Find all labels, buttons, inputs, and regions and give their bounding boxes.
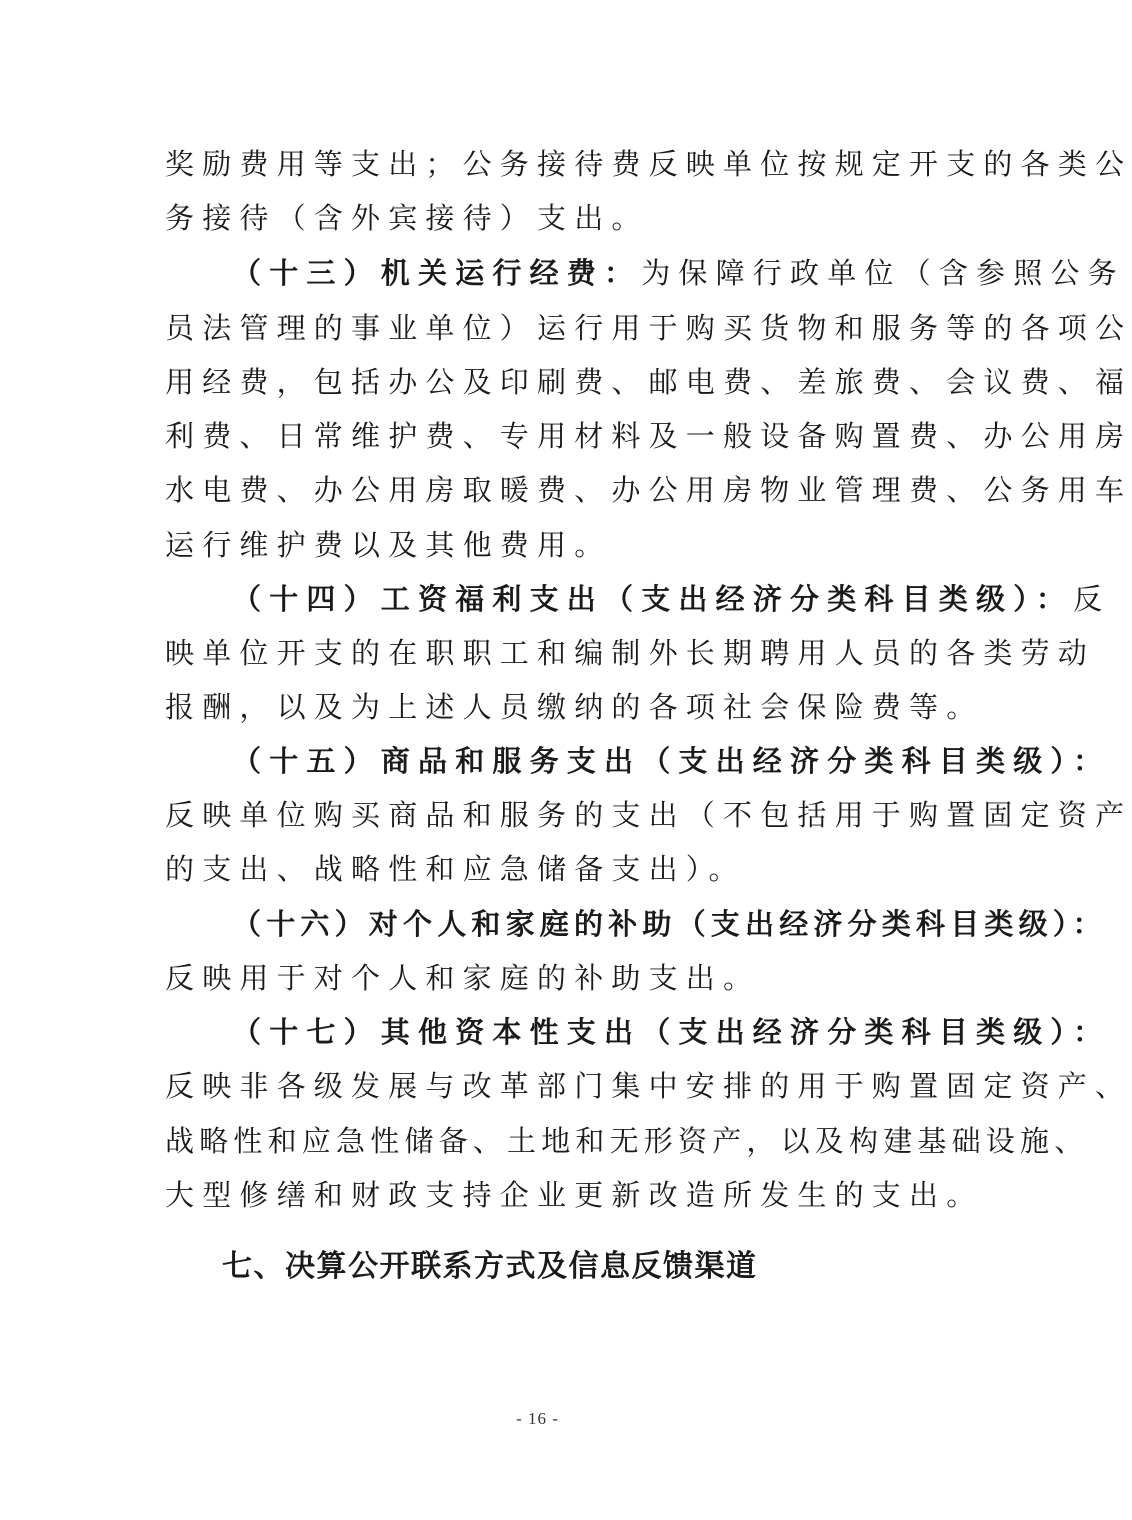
paragraph-line: 反映用于对个人和家庭的补助支出。 (165, 961, 761, 995)
item-heading: （十三）机关运行经费： (232, 256, 642, 290)
paragraph-line: 战略性和应急性储备、土地和无形资产，以及构建基础设施、 (165, 1124, 1089, 1158)
paragraph-line: 的支出、战略性和应急储备支出）。 (165, 852, 746, 886)
item-heading: （十五）商品和服务支出（支出经济分类科目类级）： (232, 744, 1111, 778)
paragraph-first-line (232, 255, 1125, 291)
page-number: - 16 - (516, 1409, 559, 1428)
paragraph-line: 反映非各级发展与改革部门集中安排的用于购置固定资产、 (165, 1069, 1132, 1103)
item-heading: （十七）其他资本性支出（支出经济分类科目类级）： (232, 1015, 1111, 1049)
paragraph-line: 运行维护费以及其他费用。 (165, 528, 612, 562)
paragraph-line: 务接待（含外宾接待）支出。 (165, 201, 649, 235)
paragraph-first-line (232, 581, 1111, 617)
paragraph-text: 为保障行政单位（含参照公务 (641, 256, 1125, 290)
section-heading: 七、决算公开联系方式及信息反馈渠道 (222, 1249, 758, 1284)
paragraph-text: 反 (1073, 582, 1111, 616)
paragraph-line: 奖励费用等支出；公务接待费反映单位按规定开支的各类公 (165, 147, 1132, 181)
item-heading: （十四）工资福利支出（支出经济分类科目类级）： (232, 582, 1074, 616)
paragraph-line: 反映单位购买商品和服务的支出（不包括用于购置固定资产 (165, 798, 1132, 832)
paragraph-line: 利费、日常维护费、专用材料及一般设备购置费、办公用房 (165, 419, 1132, 453)
paragraph-line: 映单位开支的在职职工和编制外长期聘用人员的各类劳动 (165, 636, 1096, 670)
paragraph-line: 报酬，以及为上述人员缴纳的各项社会保险费等。 (165, 690, 984, 724)
paragraph-line: 用经费，包括办公及印刷费、邮电费、差旅费、会议费、福 (165, 365, 1132, 399)
item-heading: （十六）对个人和家庭的补助（支出经济分类科目类级）： (232, 907, 1107, 941)
paragraph-line: 大型修缮和财政支持企业更新改造所发生的支出。 (165, 1178, 984, 1212)
paragraph-line: 员法管理的事业单位）运行用于购买货物和服务等的各项公 (165, 311, 1132, 345)
paragraph-line: 水电费、办公用房取暖费、办公用房物业管理费、公务用车 (165, 473, 1132, 507)
